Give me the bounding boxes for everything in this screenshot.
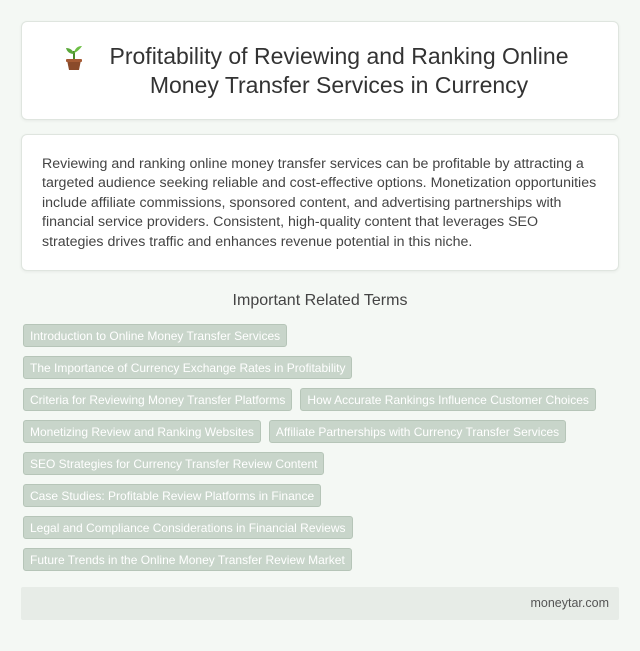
term-tag[interactable]: How Accurate Rankings Influence Customer Choices	[300, 388, 595, 411]
summary-card	[21, 134, 619, 271]
term-tag[interactable]: The Importance of Currency Exchange Rates in Profitability	[23, 356, 352, 379]
title-row	[60, 42, 580, 100]
term-tag[interactable]: Introduction to Online Money Transfer Services	[23, 324, 287, 347]
related-terms-heading: Important Related Terms	[232, 292, 408, 309]
term-tag[interactable]: Future Trends in the Online Money Transfer Review Market	[23, 548, 352, 571]
header-card	[21, 21, 619, 120]
term-tag[interactable]: Criteria for Reviewing Money Transfer Platforms	[23, 388, 292, 411]
term-tag[interactable]: Monetizing Review and Ranking Websites	[23, 420, 261, 443]
summary-text: Reviewing and ranking online money transfer services can be profitable by attracting a targeted audience seeking reliable and cost-effective options. Monetization opportunities include affiliate commissions, sponsored content, and advertising partnerships with financial service providers. Consistent, high-quality content that leverages SEO strategies drives traffic and enhances revenue potential in this niche.	[42, 156, 597, 250]
footer-site-link[interactable]: moneytar.com	[530, 596, 609, 610]
term-tag[interactable]: Legal and Compliance Considerations in Financial Reviews	[23, 516, 353, 539]
term-tag[interactable]: SEO Strategies for Currency Transfer Review Content	[23, 452, 324, 475]
sprout-icon	[60, 44, 88, 72]
term-tag[interactable]: Case Studies: Profitable Review Platforms in Finance	[23, 484, 321, 507]
related-terms-list	[23, 324, 623, 571]
page-title: Profitability of Reviewing and Ranking Online Money Transfer Services in Currency	[109, 42, 569, 98]
footer-bar	[21, 587, 619, 620]
term-tag[interactable]: Affiliate Partnerships with Currency Transfer Services	[269, 420, 566, 443]
